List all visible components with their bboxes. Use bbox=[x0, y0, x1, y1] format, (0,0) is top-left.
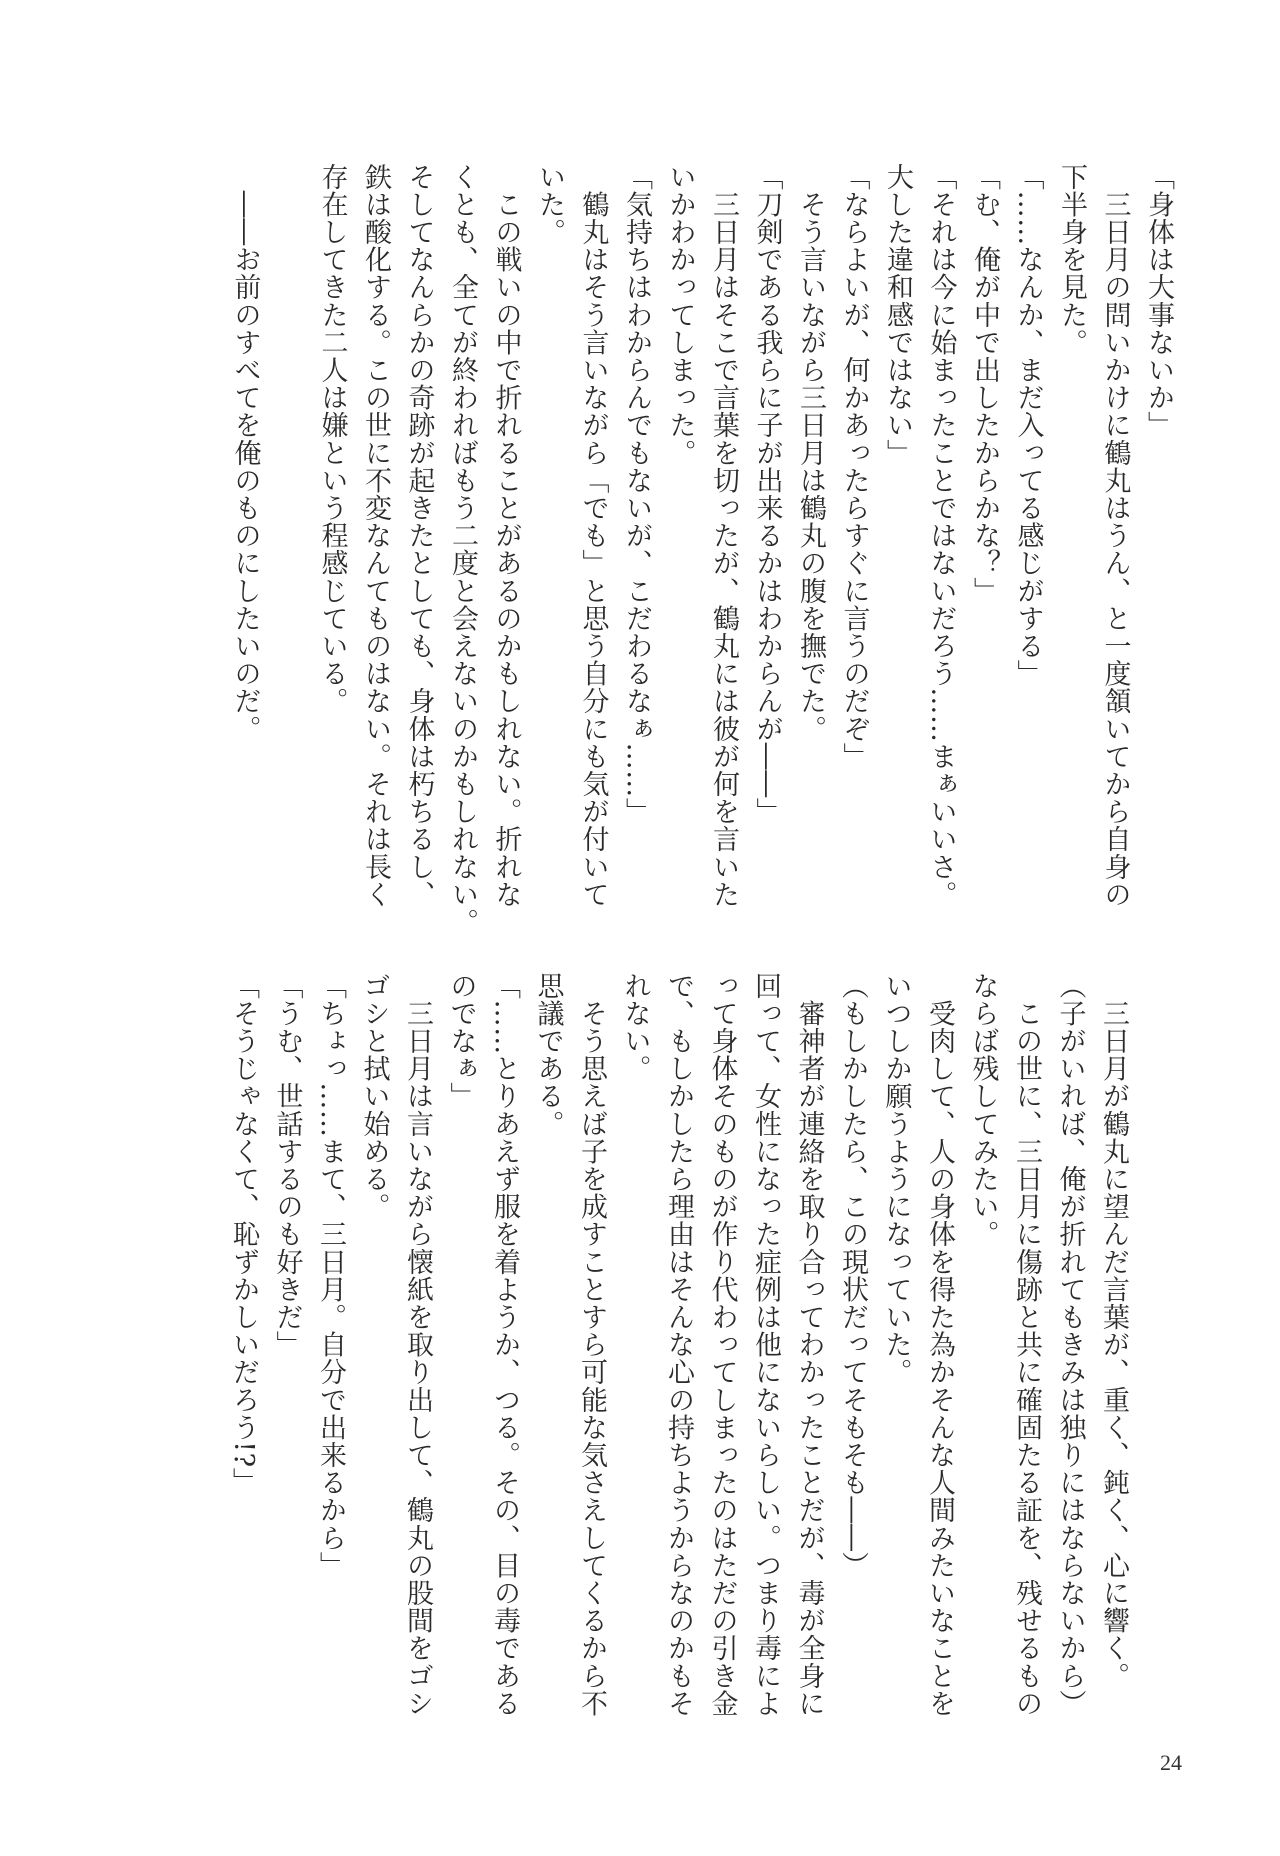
text-line: って身体そのものが作り代わってしまったのはただの引き金 bbox=[706, 972, 738, 1718]
text-line: そう言いながら三日月は鶴丸の腹を撫でた。 bbox=[795, 163, 826, 743]
text-line: 回って、女性になった症例は他にないらしい。つまり毒によ bbox=[750, 972, 781, 1718]
page-number: 24 bbox=[1160, 1750, 1182, 1775]
text-line: 三日月は言いながら懐紙を取り出して、鶴丸の股間をゴシ bbox=[402, 972, 433, 1718]
text-line: 思議である。 bbox=[532, 972, 564, 1138]
text-line: 「それは今に始まったことではないだろう……まぁいいさ。 bbox=[925, 163, 957, 909]
text-block-top bbox=[223, 163, 1180, 936]
text-line: で、もしかしたら理由はそんな心の持ちようからなのかもそ bbox=[663, 972, 694, 1718]
text-line: 下半身を見た。 bbox=[1056, 163, 1087, 357]
text-line: （もしかしたら、この現状だってそもそも――） bbox=[837, 972, 868, 1580]
text-line: 大した違和感ではない」 bbox=[882, 163, 913, 467]
text-line: くとも、全てが終わればもう二度と会えないのかもしれない。 bbox=[447, 163, 478, 936]
text-line: 鉄は酸化する。この世に不変なんてものはない。それは長く bbox=[360, 163, 391, 909]
text-line: ――お前のすべてを俺のものにしたいのだ。 bbox=[229, 163, 261, 743]
text-line: 三日月が鶴丸に望んだ言葉が、重く、鈍く、心に響く。 bbox=[1098, 972, 1129, 1690]
text-line: 三日月の問いかけに鶴丸はうん、と一度頷いてから自身の bbox=[1099, 163, 1131, 909]
text-line: そう思えば子を成すことすら可能な気さえしてくるから不 bbox=[576, 972, 607, 1718]
text-line: 「気持ちはわからんでもないが、こだわるなぁ……」 bbox=[621, 163, 652, 826]
text-line bbox=[267, 163, 311, 936]
text-line: （子がいれば、俺が折れてもきみは独りにはならないから） bbox=[1054, 972, 1086, 1718]
text-line: 「身体は大事ないか」 bbox=[1143, 163, 1174, 439]
text-line: 「ならよいが、何かあったらすぐに言うのだぞ」 bbox=[838, 163, 870, 771]
text-line: この戦いの中で折れることがあるのかもしれない。折れな bbox=[490, 163, 522, 909]
text-line: この世に、三日月に傷跡と共に確固たる証を、残せるもの bbox=[1011, 972, 1042, 1718]
text-line: のでなぁ」 bbox=[445, 972, 477, 1110]
text-line: いつしか願うようになっていた。 bbox=[880, 972, 912, 1386]
text-line: 「うむ、世話するのも好きだ」 bbox=[271, 972, 303, 1359]
text-line: 「む、俺が中で出したからかな？」 bbox=[969, 163, 1000, 605]
text-line: 「刀剣である我らに子が出来るかはわからんが――」 bbox=[751, 163, 783, 826]
text-line: 「……とりあえず服を着ようか、つる。その、目の毒である bbox=[489, 972, 520, 1718]
text-line: 存在してきた二人は嫌という程感じている。 bbox=[316, 163, 348, 715]
text-line: 鶴丸はそう言いながら「でも」と思う自分にも気が付いて bbox=[577, 163, 609, 909]
text-line: 「ちょっ……まて、三日月。自分で出来るから」 bbox=[315, 972, 346, 1580]
text-line: ならば残してみたい。 bbox=[967, 972, 999, 1248]
text-line: 「そうじゃなくて、恥ずかしいだろう!?」 bbox=[228, 972, 259, 1496]
text-line: いた。 bbox=[534, 163, 565, 246]
text-line: 三日月はそこで言葉を切ったが、鶴丸には彼が何を言いた bbox=[708, 163, 739, 909]
text-block-bottom bbox=[222, 972, 1136, 1717]
text-line: 受肉して、人の身体を得た為かそんな人間みたいなことを bbox=[924, 972, 955, 1718]
text-line: れない。 bbox=[619, 972, 651, 1083]
text-line: そしてなんらかの奇跡が起きたとしても、身体は朽ちるし、 bbox=[403, 163, 435, 909]
text-line: ゴシと拭い始める。 bbox=[358, 972, 390, 1221]
text-line: 「……なんか、まだ入ってる感じがする」 bbox=[1012, 163, 1044, 688]
text-line: 審神者が連絡を取り合ってわかったことだが、毒が全身に bbox=[793, 972, 825, 1718]
text-line: いかわかってしまった。 bbox=[664, 163, 696, 467]
